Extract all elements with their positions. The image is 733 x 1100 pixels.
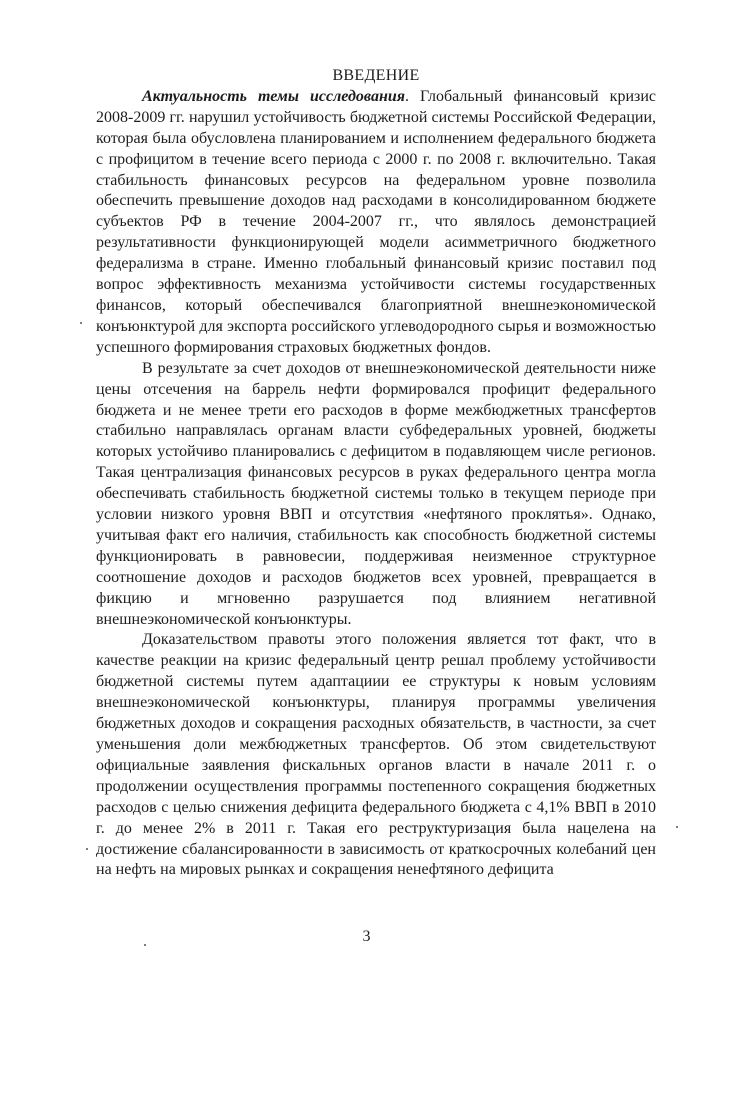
scan-speck <box>86 848 88 850</box>
paragraph-text: . Глобальный финансовый кризис 2008-2009 гг. нарушил устойчивость бюджетной системы Российской Федерации, которая была обусловлена планированием и исполнением федерального бюджета с профицитом в течение всего периода с 2000 г. по 2008 г. включительно. Такая стабильность финансовых ресурсов на федеральном уровне позволила обеспечить превышение доходов над расходами в консолидированном бюджете субъектов РФ в течение 2004-2007 гг., что являлось демонстрацией результативности функционирующей модели асимметричного бюджетного федерализма в стране. Именно глобальный финансовый кризис поставил под вопрос эффективность механизма устойчивости системы государственных финансов, который обеспечивался благоприятной внешнеэкономической конъюнктурой для экспорта российского углеводородного сырья и возможностью успешного формирования страховых бюджетных фондов. <box>96 87 657 356</box>
document-body <box>96 66 656 881</box>
scan-speck <box>676 826 678 828</box>
scan-speck <box>80 322 82 324</box>
scan-speck <box>144 944 146 946</box>
paragraph-1 <box>96 87 656 359</box>
page-number: 3 <box>362 928 371 945</box>
paragraph-3: Доказательством правоты этого положения является тот факт, что в качестве реакции на кризис федеральный центр решал проблему устойчивости бюджетной системы путем адаптациии ее структуры к новым условиям внешнеэкономической конъюнктуры, планируя программы увеличения бюджетных доходов и сокращения расходных обязательств, в частности, за счет уменьшения доли межбюджетных трансфертов. Об этом свидетельствуют официальные заявления фискальных органов власти в начале 2011 г. о продолжении осуществления программы постепенного сокращения бюджетных расходов с целью снижения дефицита федерального бюджета с 4,1% ВВП в 2010 г. до менее 2% в 2011 г. Такая его реструктуризация была нацелена на достижение сбалансированности в зависимость от краткосрочных колебаний цен на нефть на мировых рынках и сокращения ненефтяного дефицита <box>96 631 656 879</box>
paragraph-lead: Актуальность темы исследования <box>142 87 405 105</box>
paragraph-2: В результате за счет доходов от внешнеэкономической деятельности ниже цены отсечения на баррель нефти формировался профицит федерального бюджета и не менее трети его расходов в форме межбюджетных трансфертов стабильно направлялась органам власти субфедеральных уровней, бюджеты которых устойчиво планировались с дефицитом в подавляющем числе регионов. Такая централизация финансовых ресурсов в руках федерального центра могла обеспечивать стабильность бюджетной системы только в текущем периоде при условии низкого уровня ВВП и отсутствия «нефтяного проклятья». Однако, учитывая факт его наличия, стабильность как способность бюджетной системы функционировать в равновесии, поддерживая неизменное структурное соотношение доходов и расходов бюджетов всех уровней, превращается в фикцию и мгновенно разрушается под влиянием негативной внешнеэкономической конъюнктуры. <box>96 359 656 628</box>
page-heading: ВВЕДЕНИЕ <box>332 67 420 84</box>
